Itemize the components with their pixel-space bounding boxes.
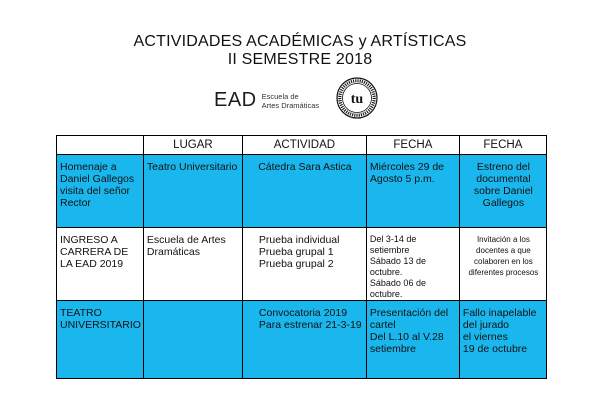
ead-logo-line: Artes Dramáticas [261,100,320,110]
table-cell-lugar [143,301,242,379]
cell-line: Homenaje a [60,161,117,173]
table-cell-actividad [242,301,366,379]
cell-line: Escuela de Artes [146,234,226,246]
cell-line: 19 de octubre [462,343,528,355]
cell-line: Sábado 06 de octubre. [369,278,426,299]
cell-line: cartel [369,319,396,331]
page-title: ACTIVIDADES ACADÉMICAS y ARTÍSTICAS [133,33,467,50]
table-cell-fecha [366,301,459,379]
cell-line: Prueba individual [258,234,340,246]
cell-line: Invitación a los [476,235,530,244]
cell-line: Sábado 13 de octubre. [369,256,426,277]
table-cell-event [57,301,144,379]
cell-line: visita del señor [60,185,131,197]
cell-line: colaboren en los [474,257,533,266]
header-cell-fecha-2: FECHA [459,136,546,155]
header-cell-fecha: FECHA [366,136,459,155]
cell-line: Dramáticas [146,246,201,258]
table-cell-fecha-2 [459,228,546,301]
university-seal-logo [336,77,378,119]
ead-logo [214,89,319,112]
cell-line: TEATRO [60,307,102,319]
cell-line: diferentes procesos [468,268,539,277]
cell-line: Prueba grupal 1 [258,246,334,258]
page-subtitle: II SEMESTRE 2018 [227,51,373,68]
header-cell-actividad: ACTIVIDAD [242,136,366,155]
cell-line: del jurado [462,319,510,331]
table-row [57,301,547,379]
table-cell-lugar [143,155,242,228]
cell-line: Fallo inapelable [462,307,537,319]
table-cell-fecha-2 [459,301,546,379]
ead-logo-mark: EAD [214,89,257,111]
cell-line: documental [476,173,531,185]
cell-line: Agosto 5 p.m. [369,173,435,185]
cell-line: Daniel Gallegos [60,173,135,185]
cell-line: docentes a que [476,246,531,255]
table-cell-fecha [366,228,459,301]
cell-line: Teatro Universitario [146,161,238,173]
cell-line: CARRERA DE [60,246,129,258]
cell-line: Del L.10 al V.28 [369,331,444,343]
activities-table [56,135,547,379]
header-cell-empty [57,136,144,155]
table-row [57,155,547,228]
table-cell-lugar [143,228,242,301]
seal-mark: tu [350,92,364,107]
table-cell-actividad [242,155,366,228]
table-row [57,228,547,301]
table-cell-event [57,155,144,228]
cell-line: el viernes [462,331,508,343]
table-cell-fecha [366,155,459,228]
cell-line: INGRESO A [60,234,118,246]
cell-line: Del 3-14 de setiembre [369,234,417,255]
cell-line: LA EAD 2019 [60,258,124,270]
cell-line: UNIVERSITARIO [60,319,141,331]
ead-logo-text [262,92,320,110]
ead-logo-line: Escuela de [261,91,299,101]
cell-line: setiembre [369,343,417,355]
cell-line: Gallegos [482,197,525,209]
table-cell-fecha-2 [459,155,546,228]
table-header-row [57,136,547,155]
header-cell-lugar: LUGAR [143,136,242,155]
cell-line: Convocatoria 2019 [258,307,348,319]
cell-line: Cátedra Sara Astica [258,161,352,173]
cell-line: Presentación del [369,307,449,319]
table-cell-event [57,228,144,301]
cell-line: Rector [60,197,91,209]
cell-line: Prueba grupal 2 [258,258,334,270]
cell-line: Para estrenar 21-3-19 [258,319,362,331]
cell-line: Estreno del [476,161,530,173]
table-cell-actividad [242,228,366,301]
cell-line: Miércoles 29 de [369,161,445,173]
cell-line: sobre Daniel [473,185,533,197]
